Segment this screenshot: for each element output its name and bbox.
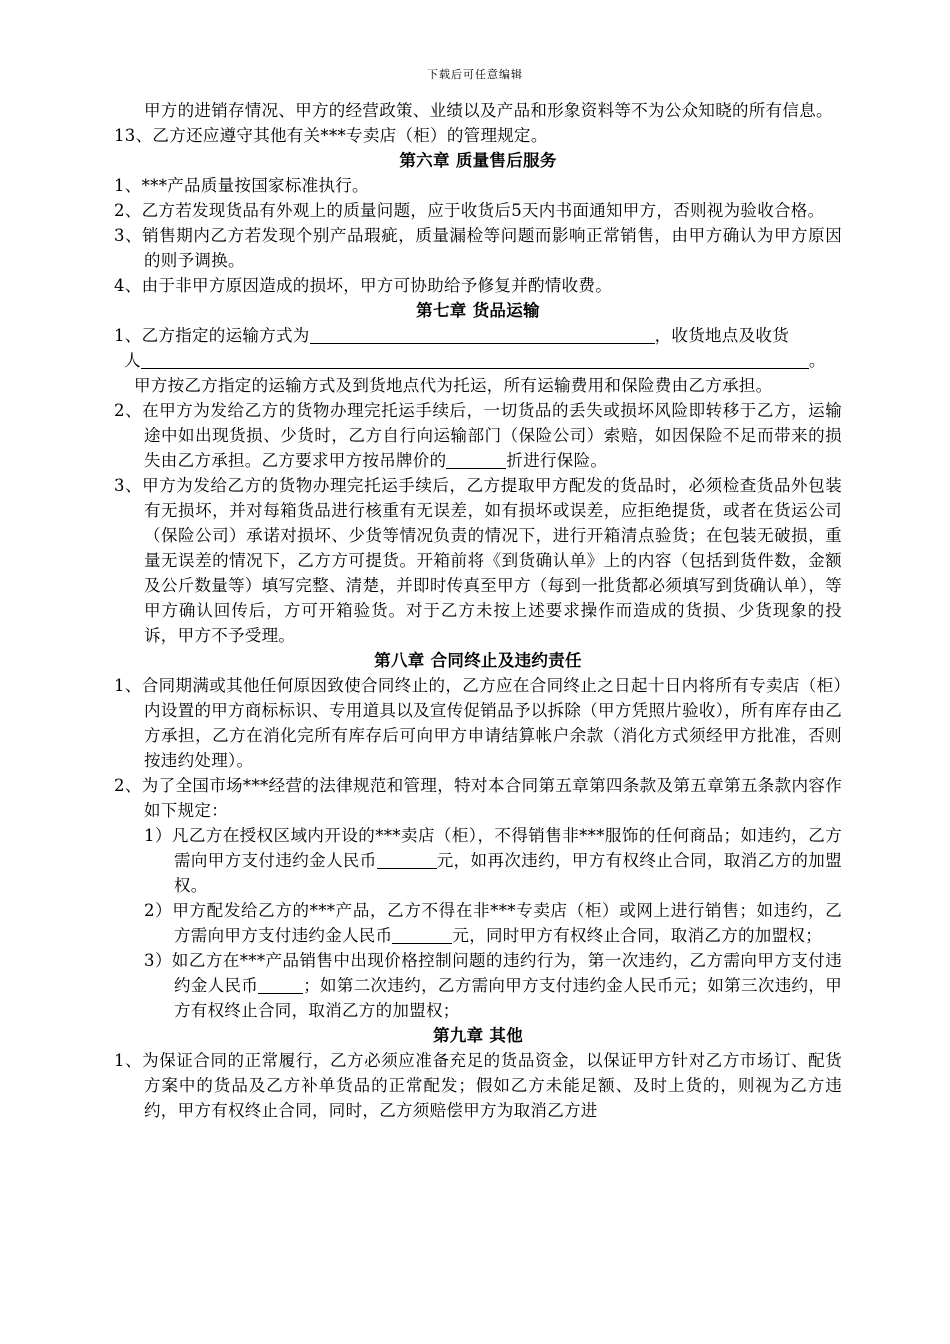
clause-7-1-note bbox=[114, 373, 842, 398]
paragraph: 甲方的进销存情况、甲方的经营政策、业绩以及产品和形象资料等不为公众知晓的所有信息。 bbox=[144, 101, 833, 120]
chapter-6-heading: 第六章 质量售后服务 bbox=[399, 151, 557, 170]
clause-text: 。 bbox=[808, 351, 826, 370]
clause-6-3: 3、销售期内乙方若发现个别产品瑕疵，质量漏检等问题而影响正常销售，由甲方确认为甲方原因的则予调换。 bbox=[114, 226, 842, 270]
blank-consignee[interactable] bbox=[141, 350, 809, 369]
clause-6-4: 4、由于非甲方原因造成的损坏，甲方可协助给予修复并酌情收费。 bbox=[114, 276, 612, 295]
chapter-9-heading: 第九章 其他 bbox=[432, 1026, 524, 1045]
clause-7-2 bbox=[114, 398, 842, 473]
blank-transport-method[interactable] bbox=[310, 325, 655, 344]
clause-text: 1、乙方指定的运输方式为 bbox=[114, 326, 310, 345]
clause-6-2: 2、乙方若发现货品有外观上的质量问题，应于收货后5天内书面通知甲方，否则视为验收合格。 bbox=[114, 201, 825, 220]
blank-insurance-discount[interactable] bbox=[446, 450, 506, 469]
clause-7-1 bbox=[114, 323, 842, 348]
clause-text: 2、在甲方为发给乙方的货物办理完托运手续后，一切货品的丢失或损坏风险即转移于乙方，运输途中如出现货损、少货时，乙方自行向运输部门（保险公司）索赔，如因保险不足而带来的损失由乙方承担。乙方要求甲方按吊牌价的 bbox=[114, 401, 842, 470]
clause-7-1-cont bbox=[94, 348, 842, 373]
clause-7-3: 3、甲方为发给乙方的货物办理完托运手续后，乙方提取甲方配发的货品时，必须检查货品外包装有无损坏，并对每箱货品进行核重有无误差，如有损坏或误差，应拒绝提货，或者在货运公司（保险公司）承诺对损坏、少货等情况负责的情况下，进行开箱清点验货；在包装无破损，重量无误差的情况下，乙方方可提货。开箱前将《到货确认单》上的内容（包括到货件数，金额及公斤数量等）填写完整、清楚，并即时传真至甲方（每到一批货都必须填写到货确认单），等甲方确认回传后，方可开箱验货。对于乙方未按上述要求操作而造成的货损、少货现象的投诉，甲方不予受理。 bbox=[114, 476, 842, 645]
sub-clause-1 bbox=[114, 823, 842, 898]
clause-13: 13、乙方还应遵守其他有关***专卖店（柜）的管理规定。 bbox=[114, 126, 548, 145]
blank-penalty-amount-2[interactable] bbox=[392, 925, 452, 944]
clause-text: 元，如再次违约，甲方有权终止合同，取消乙方的加盟权。 bbox=[174, 851, 842, 895]
clause-8-2: 2、为了全国市场***经营的法律规范和管理，特对本合同第五章第四条款及第五章第五条款内容作如下规定： bbox=[114, 776, 842, 820]
blank-penalty-amount-3[interactable] bbox=[258, 975, 303, 994]
sub-clause-2 bbox=[114, 898, 842, 948]
sub-clause-3 bbox=[114, 948, 842, 1023]
chapter-7-heading: 第七章 货品运输 bbox=[416, 301, 540, 320]
page-header-note: 下载后可任意编辑 bbox=[427, 68, 523, 81]
clause-text: 3）如乙方在***产品销售中出现价格控制问题的违约行为，第一次违约，乙方需向甲方支付违约金人民币 bbox=[144, 951, 842, 995]
contract-document bbox=[114, 98, 842, 1123]
clause-text: 元，同时甲方有权终止合同，取消乙方的加盟权； bbox=[452, 926, 823, 945]
clause-text: 折进行保险。 bbox=[506, 451, 608, 470]
clause-8-1: 1、合同期满或其他任何原因致使合同终止的，乙方应在合同终止之日起十日内将所有专卖店（柜）内设置的甲方商标标识、专用道具以及宣传促销品予以拆除（甲方凭照片验收），所有库存由乙方承担，乙方在消化完所有库存后可向甲方申请结算帐户余款（消化方式须经甲方批准，否则按违约处理）。 bbox=[114, 676, 842, 770]
blank-penalty-amount-1[interactable] bbox=[377, 850, 437, 869]
clause-text: 1）凡乙方在授权区域内开设的***卖店（柜），不得销售非***服饰的任何商品；如违约，乙方需向甲方支付违约金人民币 bbox=[144, 826, 842, 870]
chapter-8-heading: 第八章 合同终止及违约责任 bbox=[374, 651, 582, 670]
clause-text: 甲方按乙方指定的运输方式及到货地点代为托运，所有运输费用和保险费由乙方承担。 bbox=[134, 376, 773, 395]
clause-text: ，收货地点及收货 bbox=[654, 326, 790, 345]
clause-6-1: 1、***产品质量按国家标准执行。 bbox=[114, 176, 369, 195]
clause-text: 元；如第三次违约，甲方有权终止合同，取消乙方的加盟权； bbox=[174, 976, 843, 1020]
clause-text: 人 bbox=[124, 351, 141, 370]
clause-text: ；如第二次违约，乙方需向甲方支付违约金人民币 bbox=[303, 976, 674, 995]
clause-text: 2）甲方配发给乙方的***产品，乙方不得在非***专卖店（柜）或网上进行销售；如违约，乙方需向甲方支付违约金人民币 bbox=[144, 901, 842, 945]
clause-9-1: 1、为保证合同的正常履行，乙方必须应准备充足的货品资金，以保证甲方针对乙方市场订、配货方案中的货品及乙方补单货品的正常配发；假如乙方未能足额、及时上货的，则视为乙方违约，甲方有权终止合同，同时，乙方须赔偿甲方为取消乙方进 bbox=[114, 1051, 842, 1120]
